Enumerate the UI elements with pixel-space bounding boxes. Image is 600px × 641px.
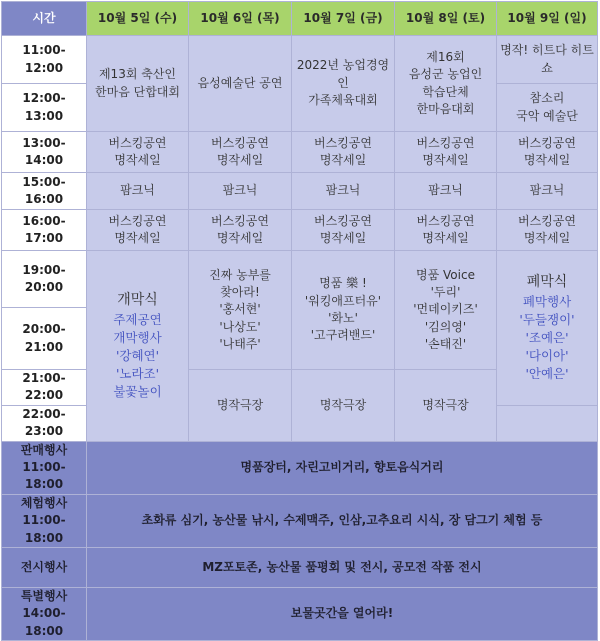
event-cell: 진짜 농부를 찾아라! '홍서현' '나상도' '나태주' (189, 251, 292, 370)
event-cell: 버스킹공연 명작세일 (395, 210, 497, 251)
header-row (2, 2, 598, 36)
event-cell: 버스킹공연 명작세일 (189, 132, 292, 173)
event-cell: 버스킹공연 명작세일 (497, 210, 598, 251)
event-cell: 팜크닉 (189, 173, 292, 210)
row-1500 (2, 173, 598, 210)
event-cell: 버스킹공연 명작세일 (395, 132, 497, 173)
day-header-5: 10월 9일 (일) (497, 2, 598, 36)
time-label: 21:00-22:00 (2, 370, 87, 406)
day-header-4: 10월 8일 (토) (395, 2, 497, 36)
row-1900 (2, 251, 598, 308)
day-header-2: 10월 6일 (목) (189, 2, 292, 36)
category-row-exhibition (2, 547, 598, 587)
time-label: 15:00-16:00 (2, 173, 87, 210)
event-cell: 명품 Voice '두리' '먼데이키즈' '김의영' '손태진' (395, 251, 497, 370)
event-cell: 팜크닉 (292, 173, 395, 210)
event-cell: 버스킹공연 명작세일 (189, 210, 292, 251)
event-cell: 팜크닉 (87, 173, 189, 210)
time-label: 22:00-23:00 (2, 405, 87, 441)
event-cell: 버스킹공연 명작세일 (87, 132, 189, 173)
category-content: 보물곳간을 열어라! (87, 587, 598, 640)
category-row-experience (2, 494, 598, 547)
event-cell: 버스킹공연 명작세일 (497, 132, 598, 173)
time-label: 20:00-21:00 (2, 308, 87, 370)
closing-ceremony-title: 폐막식 (526, 274, 568, 291)
event-cell: 제16회 음성군 농업인 학습단체 한마음대회 (395, 36, 497, 132)
category-row-special (2, 587, 598, 640)
event-cell: 명작극장 (395, 370, 497, 442)
category-label: 특별행사 14:00-18:00 (2, 587, 87, 640)
time-label: 13:00-14:00 (2, 132, 87, 173)
time-label: 16:00-17:00 (2, 210, 87, 251)
event-cell: 명품 樂 ! '워킹애프터유' '화노' '고구려밴드' (292, 251, 395, 370)
event-cell: 버스킹공연 명작세일 (292, 210, 395, 251)
day-header-3: 10월 7일 (금) (292, 2, 395, 36)
category-label: 판매행사 11:00-18:00 (2, 441, 87, 494)
category-row-sales (2, 441, 598, 494)
event-cell: 팜크닉 (497, 173, 598, 210)
row-1600 (2, 210, 598, 251)
category-content: 초화류 심기, 농산물 낚시, 수제맥주, 인삼,고추요리 시식, 장 담그기 체험 등 (87, 494, 598, 547)
event-cell: 제13회 축산인 한마음 단합대회 (87, 36, 189, 132)
event-cell: 명작! 히트다 히트쇼 (497, 36, 598, 84)
time-label: 12:00-13:00 (2, 84, 87, 132)
empty-cell (497, 405, 598, 441)
event-cell: 명작극장 (292, 370, 395, 442)
category-label: 체험행사 11:00-18:00 (2, 494, 87, 547)
event-cell: 버스킹공연 명작세일 (87, 210, 189, 251)
event-cell: 팜크닉 (395, 173, 497, 210)
category-content: 명품장터, 자린고비거리, 향토음식거리 (87, 441, 598, 494)
row-1100 (2, 36, 598, 84)
event-cell: 2022년 농업경영인 가족체육대회 (292, 36, 395, 132)
closing-ceremony-cell: 폐막식 폐막행사 '두들쟁이' '조예은' '다이아' '안예은' (497, 251, 598, 406)
row-1300 (2, 132, 598, 173)
time-header: 시간 (2, 2, 87, 36)
event-cell: 버스킹공연 명작세일 (292, 132, 395, 173)
opening-ceremony-cell: 개막식 주제공연 개막행사 '강혜연' '노라조' 불꽃놀이 (87, 251, 189, 442)
event-cell: 명작극장 (189, 370, 292, 442)
opening-ceremony-title: 개막식 (117, 292, 158, 309)
category-content: MZ포토존, 농산물 품평회 및 전시, 공모전 작품 전시 (87, 547, 598, 587)
category-label: 전시행사 (2, 547, 87, 587)
event-cell: 참소리 국악 예술단 (497, 84, 598, 132)
time-label: 11:00-12:00 (2, 36, 87, 84)
time-label: 19:00-20:00 (2, 251, 87, 308)
day-header-1: 10월 5일 (수) (87, 2, 189, 36)
schedule-table (1, 1, 598, 641)
event-cell: 음성예술단 공연 (189, 36, 292, 132)
